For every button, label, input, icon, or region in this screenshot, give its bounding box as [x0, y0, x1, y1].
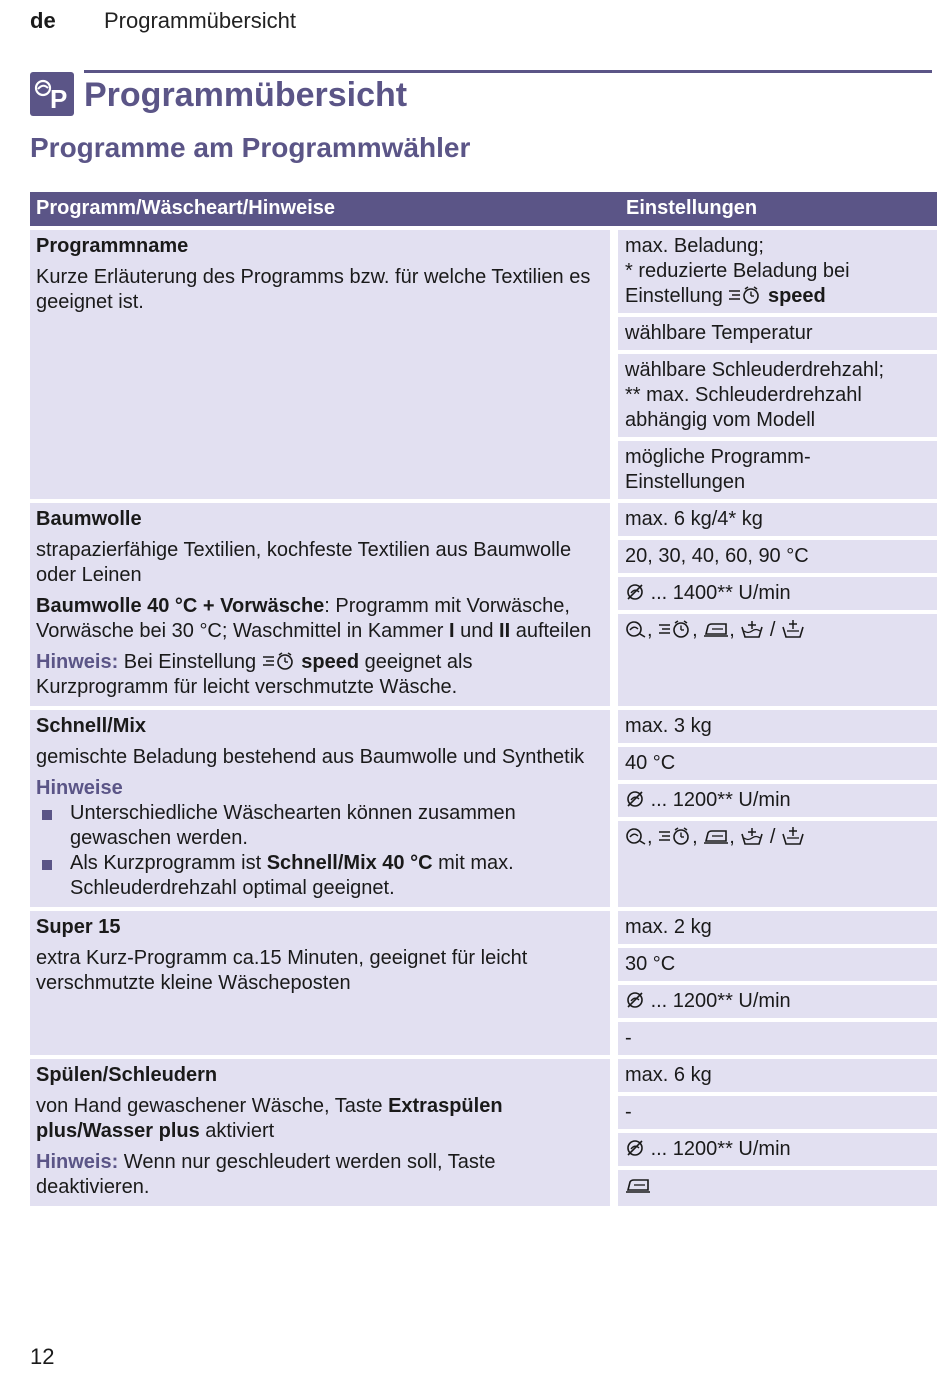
stain-icon — [625, 619, 647, 639]
water-plus-icon — [740, 826, 764, 846]
program-name: Schnell/Mix — [36, 715, 147, 737]
table-header — [30, 192, 937, 226]
settings-load-cell: max. 6 kg/4* kg — [618, 503, 937, 536]
iron-icon — [703, 619, 729, 639]
program-name: Super 15 — [36, 916, 121, 938]
table-row — [30, 710, 937, 907]
settings-temperature-cell: wählbare Temperatur — [618, 317, 937, 350]
svg-text:P: P — [50, 84, 68, 114]
settings-spin-cell — [618, 354, 937, 437]
settings-spin-cell — [618, 985, 937, 1018]
compartment-one: I — [448, 620, 455, 642]
program-description: extra Kurz-Programm ca.15 Minuten, geeignet für leicht verschmutzte kleine Wäscheposten — [36, 947, 528, 994]
title-bar — [30, 70, 932, 122]
table-row — [30, 911, 937, 1055]
speed-icon — [728, 285, 762, 305]
settings-temperature-cell: 40 °C — [618, 747, 937, 780]
table-row — [30, 1059, 937, 1206]
spin-icon — [625, 789, 645, 809]
program-overview-icon — [30, 72, 74, 116]
program-table — [30, 192, 937, 1206]
spin-speed-value: ... 1200** U/min — [650, 1138, 791, 1160]
speed-icon — [658, 826, 692, 846]
hints-label: Hinweise — [36, 777, 123, 799]
page-header — [30, 8, 296, 34]
speed-icon — [658, 619, 692, 639]
speed-label: speed — [301, 651, 360, 673]
settings-temperature-cell: - — [618, 1096, 937, 1129]
speed-icon — [262, 651, 296, 671]
program-description-cell — [30, 503, 610, 706]
program-description-cell — [30, 1059, 610, 1206]
hint-label: Hinweis: — [36, 1151, 119, 1173]
spin-speed-label: wählbare Schleuderdrehzahl; — [625, 359, 885, 381]
spin-speed-value: ... 1400** U/min — [650, 582, 791, 604]
hint-text: Als Kurzprogramm ist — [70, 852, 267, 874]
program-description: gemischte Beladung bestehend aus Baumwolle und Synthetik — [36, 746, 585, 768]
language-code: de — [30, 8, 56, 33]
spin-icon — [625, 1138, 645, 1158]
settings-column — [618, 710, 937, 907]
settings-column — [618, 911, 937, 1055]
prewash-note — [36, 594, 604, 644]
column-header-settings: Einstellungen — [626, 197, 758, 219]
prewash-text-end: aufteilen — [510, 620, 592, 642]
hint-note — [36, 1150, 604, 1200]
spin-icon — [625, 990, 645, 1010]
table-row — [30, 503, 937, 706]
settings-load-cell: max. 2 kg — [618, 911, 937, 944]
settings-options-cell: , , , / — [618, 614, 937, 706]
header-title: Programmübersicht — [104, 8, 296, 33]
settings-spin-cell — [618, 1133, 937, 1166]
settings-column — [618, 1059, 937, 1206]
program-description: Kurze Erläuterung des Programms bzw. für welche Textilien es geeignet ist. — [36, 266, 591, 313]
settings-options-cell — [618, 1170, 937, 1206]
description-text: von Hand gewaschener Wäsche, Taste — [36, 1095, 389, 1117]
settings-load-cell: max. 3 kg — [618, 710, 937, 743]
hint-text: Wenn nur geschleudert werden soll, Taste deaktivieren. — [36, 1151, 496, 1198]
prewash-program-name: Baumwolle 40 °C + Vorwäsche — [36, 595, 325, 617]
iron-icon — [625, 1175, 651, 1195]
settings-spin-cell — [618, 784, 937, 817]
program-description-cell — [30, 911, 610, 1055]
rinse-plus-icon — [781, 619, 805, 639]
settings-column — [618, 503, 937, 706]
program-description: strapazierfähige Textilien, kochfeste Textilien aus Baumwolle oder Leinen — [36, 539, 572, 586]
settings-load-cell: max. 6 kg — [618, 1059, 937, 1092]
spin-speed-value: ... 1200** U/min — [650, 990, 791, 1012]
program-name: Baumwolle — [36, 508, 142, 530]
section-title: Programme am Programmwähler — [30, 132, 471, 163]
program-name: Programmname — [36, 235, 189, 257]
description-text-end: aktiviert — [199, 1120, 275, 1142]
settings-options-cell: , , , / — [618, 821, 937, 907]
hint-label: Hinweis: — [36, 651, 119, 673]
program-description-cell — [30, 710, 610, 907]
page-title: Programmübersicht — [84, 76, 408, 114]
rinse-plus-icon — [781, 826, 805, 846]
program-description-cell — [30, 230, 610, 499]
program-description — [36, 1094, 604, 1144]
list-item: Unterschiedliche Wäschearten können zusammen gewaschen werden. — [36, 801, 604, 851]
spin-speed-note: ** max. Schleuderdrehzahl abhängig vom Modell — [625, 384, 862, 431]
hint-text-end: mit max. Schleuderdrehzahl optimal geeignet. — [70, 852, 514, 899]
spin-icon — [625, 582, 645, 602]
table-row — [30, 230, 937, 499]
hints-list — [36, 801, 604, 901]
compartment-two: II — [499, 620, 511, 642]
settings-options-cell: mögliche Programm-Einstellungen — [618, 441, 937, 499]
prewash-text-and: und — [454, 620, 500, 642]
column-header-program: Programm/Wäscheart/Hinweise — [36, 197, 335, 219]
settings-temperature-cell: 20, 30, 40, 60, 90 °C — [618, 540, 937, 573]
settings-load-cell — [618, 230, 937, 313]
title-rule — [84, 70, 932, 73]
hint-text-end: geeignet als Kurzprogramm für leicht verschmutzte Wäsche. — [36, 651, 473, 698]
prewash-text: : Programm mit Vorwäsche, Vorwäsche bei 30 °C; Waschmittel in Kammer — [36, 595, 570, 642]
settings-spin-cell — [618, 577, 937, 610]
settings-options-cell: - — [618, 1022, 937, 1055]
settings-temperature-cell: 30 °C — [618, 948, 937, 981]
settings-column — [618, 230, 937, 499]
page-number: 12 — [30, 1344, 55, 1369]
water-plus-icon — [740, 619, 764, 639]
hint-text: Bei Einstellung — [118, 651, 262, 673]
speed-label: speed — [767, 285, 826, 307]
short-program-name: Schnell/Mix 40 °C — [266, 852, 433, 874]
hint-note — [36, 650, 604, 700]
list-item — [36, 851, 604, 901]
iron-icon — [703, 826, 729, 846]
extra-rinse-button-label: Extraspülen plus/Wasser plus — [36, 1095, 503, 1142]
reduced-load-text: * reduzierte Beladung bei Einstellung — [625, 260, 850, 307]
spin-speed-value: ... 1200** U/min — [650, 789, 791, 811]
reduced-load-note — [625, 259, 930, 309]
stain-icon — [625, 826, 647, 846]
max-load-label: max. Beladung; — [625, 235, 764, 257]
program-name: Spülen/Schleudern — [36, 1064, 218, 1086]
